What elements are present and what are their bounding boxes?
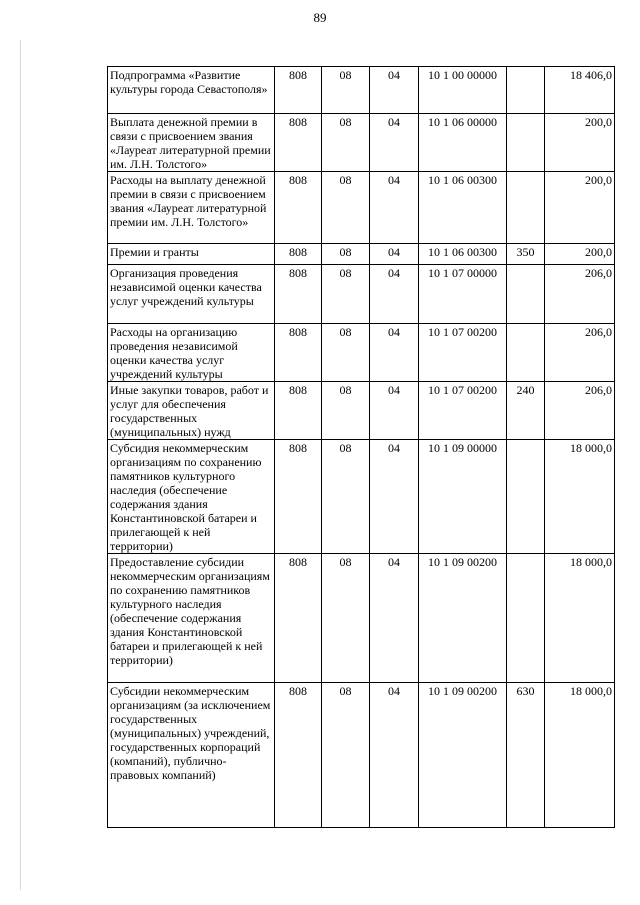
row-section: 08	[322, 244, 370, 265]
row-name: Субсидия некоммерческим организациям по сохранению памятников культурного наследия (обеспечение содержания здания Константиновской батареи и прилегающей к ней территории)	[108, 440, 275, 554]
row-section: 08	[322, 382, 370, 440]
row-subsection: 04	[370, 324, 419, 382]
row-subsection: 04	[370, 554, 419, 683]
row-expense-type: 240	[507, 382, 545, 440]
row-subsection: 04	[370, 172, 419, 244]
row-subsection: 04	[370, 265, 419, 324]
row-name: Иные закупки товаров, работ и услуг для обеспечения государственных (муниципальных) нужд	[108, 382, 275, 440]
row-target-article: 10 1 00 00000	[419, 67, 507, 114]
row-name: Подпрограмма «Развитие культуры города Севастополя»	[108, 67, 275, 114]
row-section: 08	[322, 683, 370, 828]
row-sum: 206,0	[545, 324, 615, 382]
row-expense-type	[507, 114, 545, 172]
row-section: 08	[322, 554, 370, 683]
row-name: Предоставление субсидии некоммерческим организациям по сохранению памятников культурного наследия (обеспечение содержания здания Константиновской батареи и прилегающей к ней территории)	[108, 554, 275, 683]
row-section: 08	[322, 440, 370, 554]
row-sum: 18 000,0	[545, 554, 615, 683]
row-ved: 808	[275, 114, 322, 172]
row-ved: 808	[275, 265, 322, 324]
row-sum: 18 000,0	[545, 440, 615, 554]
row-section: 08	[322, 172, 370, 244]
row-section: 08	[322, 67, 370, 114]
table-row	[108, 324, 615, 382]
row-expense-type	[507, 265, 545, 324]
row-sum: 206,0	[545, 382, 615, 440]
row-section: 08	[322, 324, 370, 382]
table-row	[108, 382, 615, 440]
table-row	[108, 114, 615, 172]
row-expense-type	[507, 554, 545, 683]
row-name: Субсидии некоммерческим организациям (за исключением государственных (муниципальных) учреждений, государственных корпораций (компаний), публично-правовых компаний)	[108, 683, 275, 828]
row-sum: 18 000,0	[545, 683, 615, 828]
row-section: 08	[322, 265, 370, 324]
table-row	[108, 244, 615, 265]
budget-table	[107, 66, 615, 828]
row-ved: 808	[275, 324, 322, 382]
table-row	[108, 172, 615, 244]
row-name: Выплата денежной премии в связи с присвоением звания «Лауреат литературной премии им. Л.Н. Толстого»	[108, 114, 275, 172]
row-ved: 808	[275, 554, 322, 683]
row-subsection: 04	[370, 382, 419, 440]
row-ved: 808	[275, 172, 322, 244]
row-target-article: 10 1 07 00200	[419, 324, 507, 382]
row-ved: 808	[275, 440, 322, 554]
row-ved: 808	[275, 67, 322, 114]
row-expense-type: 630	[507, 683, 545, 828]
row-section: 08	[322, 114, 370, 172]
row-target-article: 10 1 09 00200	[419, 683, 507, 828]
row-expense-type	[507, 440, 545, 554]
row-ved: 808	[275, 244, 322, 265]
row-sum: 200,0	[545, 114, 615, 172]
row-name: Организация проведения независимой оценки качества услуг учреждений культуры	[108, 265, 275, 324]
page-number: 89	[313, 10, 327, 25]
row-target-article: 10 1 07 00000	[419, 265, 507, 324]
row-name: Расходы на выплату денежной премии в связи с присвоением звания «Лауреат литературной премии им. Л.Н. Толстого»	[108, 172, 275, 244]
table-row	[108, 440, 615, 554]
table-row	[108, 265, 615, 324]
row-expense-type	[507, 324, 545, 382]
row-ved: 808	[275, 683, 322, 828]
row-subsection: 04	[370, 440, 419, 554]
row-expense-type: 350	[507, 244, 545, 265]
table-row	[108, 554, 615, 683]
row-expense-type	[507, 67, 545, 114]
row-sum: 200,0	[545, 172, 615, 244]
row-target-article: 10 1 06 00300	[419, 172, 507, 244]
row-target-article: 10 1 09 00000	[419, 440, 507, 554]
row-subsection: 04	[370, 244, 419, 265]
scan-edge-line	[20, 40, 21, 890]
row-expense-type	[507, 172, 545, 244]
row-target-article: 10 1 07 00200	[419, 382, 507, 440]
row-target-article: 10 1 06 00300	[419, 244, 507, 265]
row-name: Расходы на организацию проведения независимой оценки качества услуг учреждений культуры	[108, 324, 275, 382]
row-sum: 206,0	[545, 265, 615, 324]
row-target-article: 10 1 09 00200	[419, 554, 507, 683]
row-ved: 808	[275, 382, 322, 440]
row-subsection: 04	[370, 67, 419, 114]
row-sum: 200,0	[545, 244, 615, 265]
row-sum: 18 406,0	[545, 67, 615, 114]
table-row	[108, 67, 615, 114]
row-subsection: 04	[370, 114, 419, 172]
row-name: Премии и гранты	[108, 244, 275, 265]
table-row	[108, 683, 615, 828]
row-subsection: 04	[370, 683, 419, 828]
row-target-article: 10 1 06 00000	[419, 114, 507, 172]
